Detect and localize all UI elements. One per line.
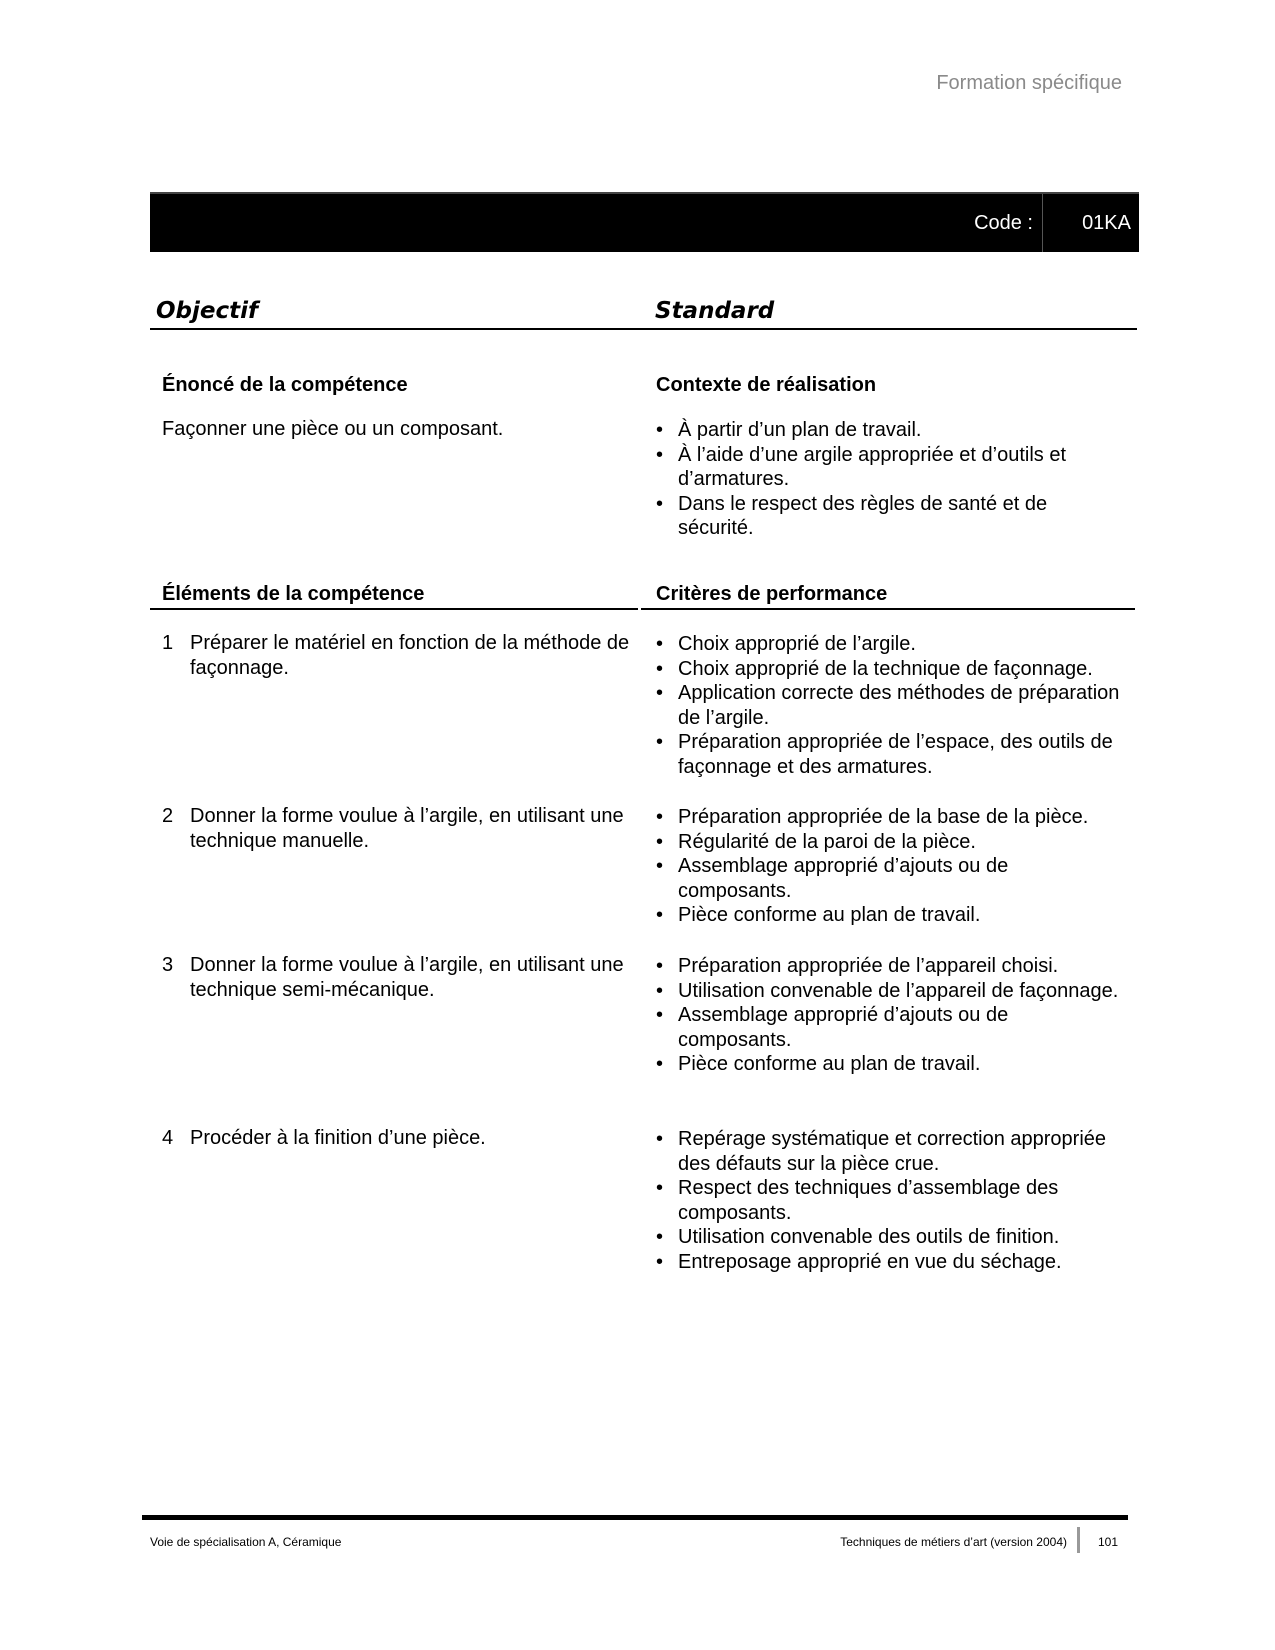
element-number: 4 — [162, 1127, 174, 1149]
contexte-list — [656, 418, 1096, 541]
heading-rule — [150, 328, 1137, 330]
footer-left: Voie de spécialisation A, Céramique — [150, 1535, 342, 1549]
element-text: Procéder à la finition d’une pièce. — [190, 1127, 486, 1149]
element-number: 1 — [162, 632, 174, 654]
list-item: • Préparation appropriée de l’appareil choisi. — [656, 954, 1126, 979]
standard-heading: Standard — [655, 298, 775, 324]
code-bar — [150, 192, 1139, 252]
list-item: • Application correcte des méthodes de préparation de l’argile. — [656, 681, 1126, 730]
enonce-title: Énoncé de la compétence — [162, 374, 408, 396]
element-text: Donner la forme voulue à l’argile, en utilisant une technique manuelle. — [190, 805, 624, 852]
criteria-list — [656, 954, 1126, 1077]
list-item: • Pièce conforme au plan de travail. — [656, 903, 1126, 928]
code-divider — [1042, 194, 1043, 252]
criteres-title: Critères de performance — [656, 583, 888, 605]
objectif-heading: Objectif — [156, 298, 259, 324]
list-item: • Repérage systématique et correction appropriée des défauts sur la pièce crue. — [656, 1127, 1126, 1176]
element-text: Donner la forme voulue à l’argile, en utilisant une technique semi-mécanique. — [190, 954, 624, 1001]
element-number: 3 — [162, 954, 174, 976]
competence-element — [162, 953, 630, 1002]
element-number: 2 — [162, 805, 174, 827]
list-item: • Utilisation convenable des outils de finition. — [656, 1225, 1126, 1250]
code-value: 01KA — [1082, 212, 1131, 234]
competence-element — [162, 804, 630, 853]
page-number: 101 — [1098, 1535, 1119, 1549]
contexte-title: Contexte de réalisation — [656, 374, 877, 396]
criteria-list — [656, 632, 1126, 779]
competence-element — [162, 631, 630, 680]
footer-divider — [1077, 1527, 1080, 1553]
criteria-list — [656, 1127, 1126, 1274]
criteria-list — [656, 805, 1126, 928]
list-item: • À partir d’un plan de travail. — [656, 418, 1096, 443]
list-item: • Régularité de la paroi de la pièce. — [656, 830, 1126, 855]
list-item: • Choix approprié de l’argile. — [656, 632, 1126, 657]
list-item: • Dans le respect des règles de santé et de sécurité. — [656, 492, 1096, 541]
list-item: • Utilisation convenable de l’appareil de façonnage. — [656, 979, 1126, 1004]
list-item: • Préparation appropriée de l’espace, des outils de façonnage et des armatures. — [656, 730, 1126, 779]
list-item: • Préparation appropriée de la base de la pièce. — [656, 805, 1126, 830]
list-item: • Assemblage approprié d’ajouts ou de composants. — [656, 854, 1126, 903]
list-item: • Entreposage approprié en vue du séchage. — [656, 1250, 1126, 1275]
list-item: • Pièce conforme au plan de travail. — [656, 1052, 1126, 1077]
list-item: • À l’aide d’une argile appropriée et d’outils et d’armatures. — [656, 443, 1096, 492]
elements-rule — [150, 608, 638, 610]
list-item: • Assemblage approprié d’ajouts ou de composants. — [656, 1003, 1126, 1052]
footer-rule — [142, 1515, 1128, 1520]
section-header: Formation spécifique — [936, 72, 1122, 94]
elements-title: Éléments de la compétence — [162, 583, 425, 605]
criteres-rule — [641, 608, 1135, 610]
element-text: Préparer le matériel en fonction de la méthode de façonnage. — [190, 632, 630, 679]
list-item: • Respect des techniques d’assemblage des composants. — [656, 1176, 1126, 1225]
list-item: • Choix approprié de la technique de façonnage. — [656, 657, 1126, 682]
code-label: Code : — [974, 212, 1033, 234]
competence-element — [162, 1126, 630, 1151]
enonce-text: Façonner une pièce ou un composant. — [162, 418, 504, 440]
footer-right: Techniques de métiers d’art (version 2004) — [840, 1535, 1067, 1549]
